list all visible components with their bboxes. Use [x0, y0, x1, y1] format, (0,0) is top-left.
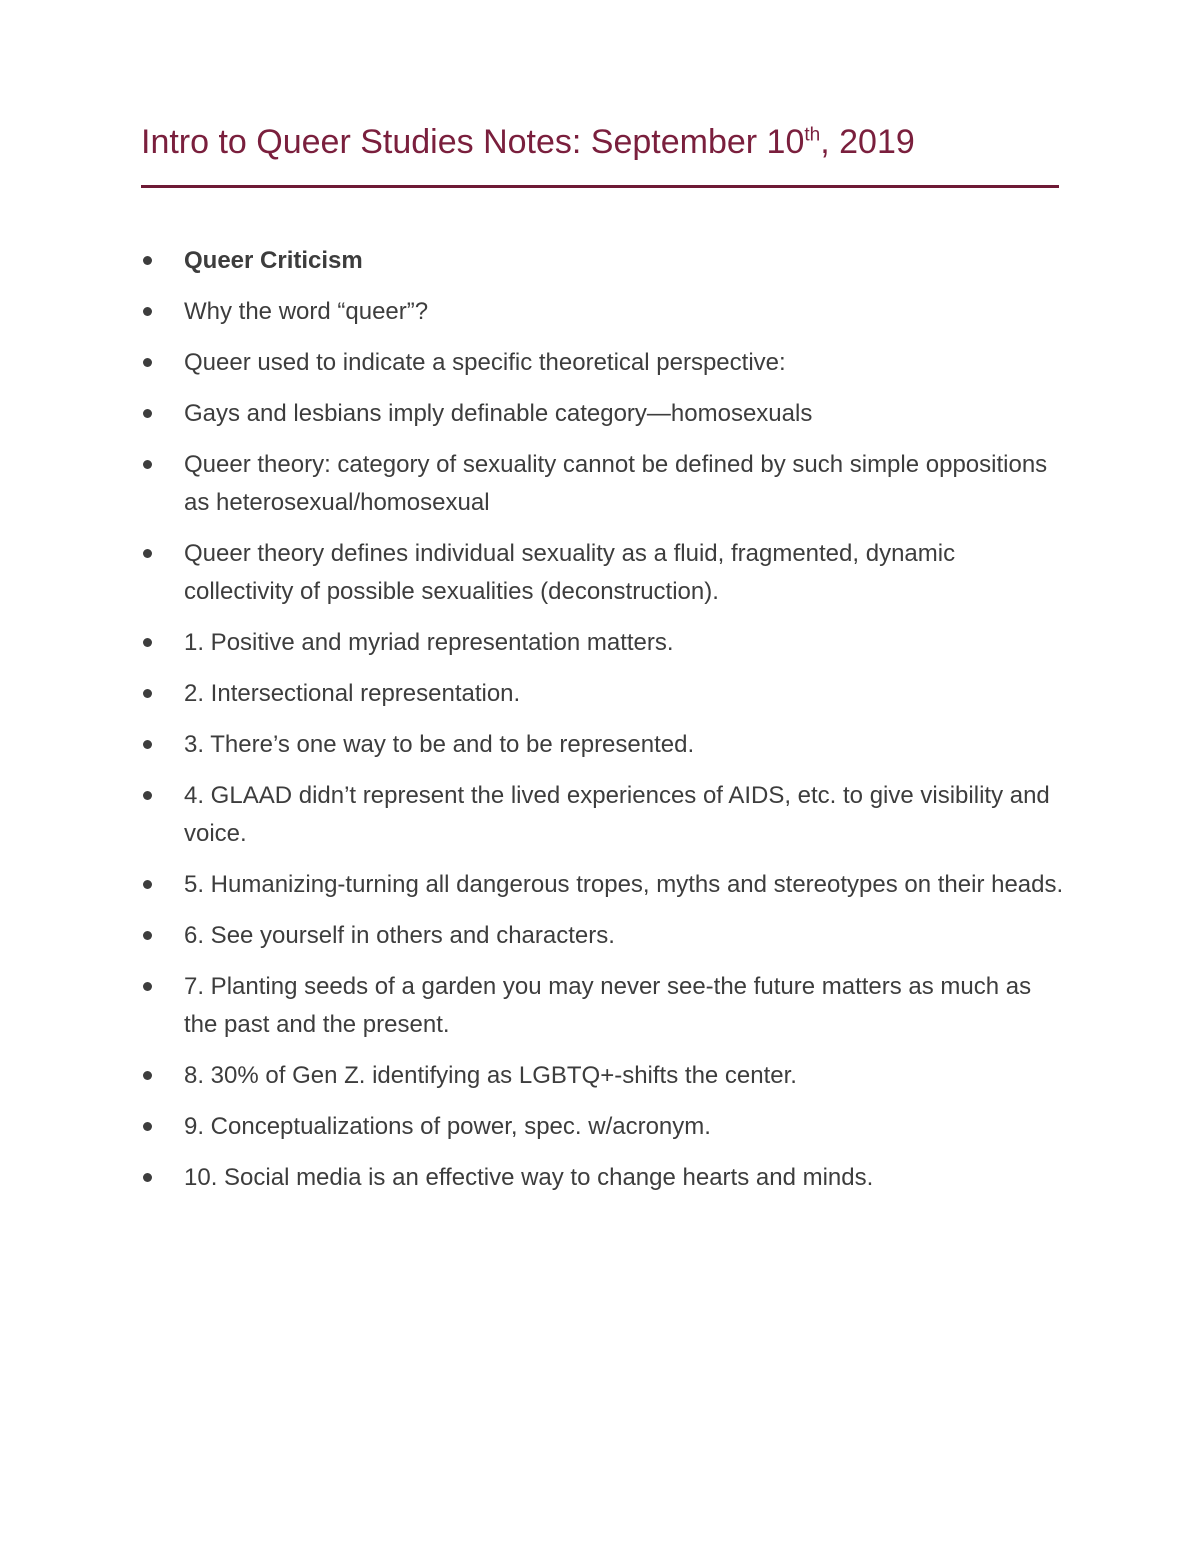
list-item-text: 8. 30% of Gen Z. identifying as LGBTQ+-shifts the center.: [184, 1062, 797, 1089]
list-item: [141, 1108, 1071, 1146]
notes-list: [141, 242, 1071, 1210]
bullet-icon: [143, 409, 152, 418]
list-item: [141, 1159, 1071, 1197]
bullet-icon: [143, 791, 152, 800]
title-year: , 2019: [820, 123, 915, 161]
list-item: [141, 624, 1071, 662]
bullet-icon: [143, 358, 152, 367]
list-item: [141, 917, 1071, 955]
list-item: [141, 293, 1071, 331]
bullet-icon: [143, 880, 152, 889]
bullet-icon: [143, 549, 152, 558]
list-item-text: Queer theory: category of sexuality cannot be defined by such simple oppositions as heterosexual/homosexual: [184, 451, 1048, 516]
list-item: [141, 242, 1071, 280]
list-item-text: 6. See yourself in others and characters.: [184, 922, 615, 949]
bullet-icon: [143, 638, 152, 647]
title-underline: [141, 185, 1059, 188]
list-item-text: Queer theory defines individual sexuality as a fluid, fragmented, dynamic collectivity of possible sexualities (deconstruction).: [184, 540, 956, 605]
list-item: [141, 968, 1071, 1044]
list-item: [141, 1057, 1071, 1095]
bullet-icon: [143, 689, 152, 698]
list-item: [141, 395, 1071, 433]
list-item: [141, 344, 1071, 382]
list-item: [141, 866, 1071, 904]
list-item: [141, 777, 1071, 853]
list-item-text: 4. GLAAD didn’t represent the lived experiences of AIDS, etc. to give visibility and voice.: [184, 782, 1050, 847]
title-text: Intro to Queer Studies Notes: September 10: [141, 123, 805, 161]
bullet-icon: [143, 307, 152, 316]
list-item-text: 2. Intersectional representation.: [184, 680, 521, 707]
list-item: [141, 675, 1071, 713]
title-superscript: th: [804, 124, 821, 146]
bullet-icon: [143, 931, 152, 940]
list-item: [141, 726, 1071, 764]
list-item-text: Queer used to indicate a specific theoretical perspective:: [184, 349, 786, 376]
list-item-text: Why the word “queer”?: [184, 298, 429, 325]
bullet-icon: [143, 1071, 152, 1080]
bullet-icon: [143, 256, 152, 265]
bullet-icon: [143, 982, 152, 991]
list-item-text: Queer Criticism: [184, 247, 363, 274]
list-item: [141, 535, 1071, 611]
list-item-text: 9. Conceptualizations of power, spec. w/acronym.: [184, 1113, 711, 1140]
list-item-text: Gays and lesbians imply definable category—homosexuals: [184, 400, 813, 427]
bullet-icon: [143, 740, 152, 749]
list-item: [141, 446, 1071, 522]
bullet-icon: [143, 1173, 152, 1182]
list-item-text: 7. Planting seeds of a garden you may never see-the future matters as much as the past and the present.: [184, 973, 1032, 1038]
bullet-icon: [143, 460, 152, 469]
bullet-icon: [143, 1122, 152, 1131]
list-item-text: 1. Positive and myriad representation matters.: [184, 629, 674, 656]
list-item-text: 3. There’s one way to be and to be represented.: [184, 731, 695, 758]
list-item-text: 5. Humanizing-turning all dangerous tropes, myths and stereotypes on their heads.: [184, 871, 1064, 898]
list-item-text: 10. Social media is an effective way to change hearts and minds.: [184, 1164, 874, 1191]
page-title: [141, 120, 915, 164]
